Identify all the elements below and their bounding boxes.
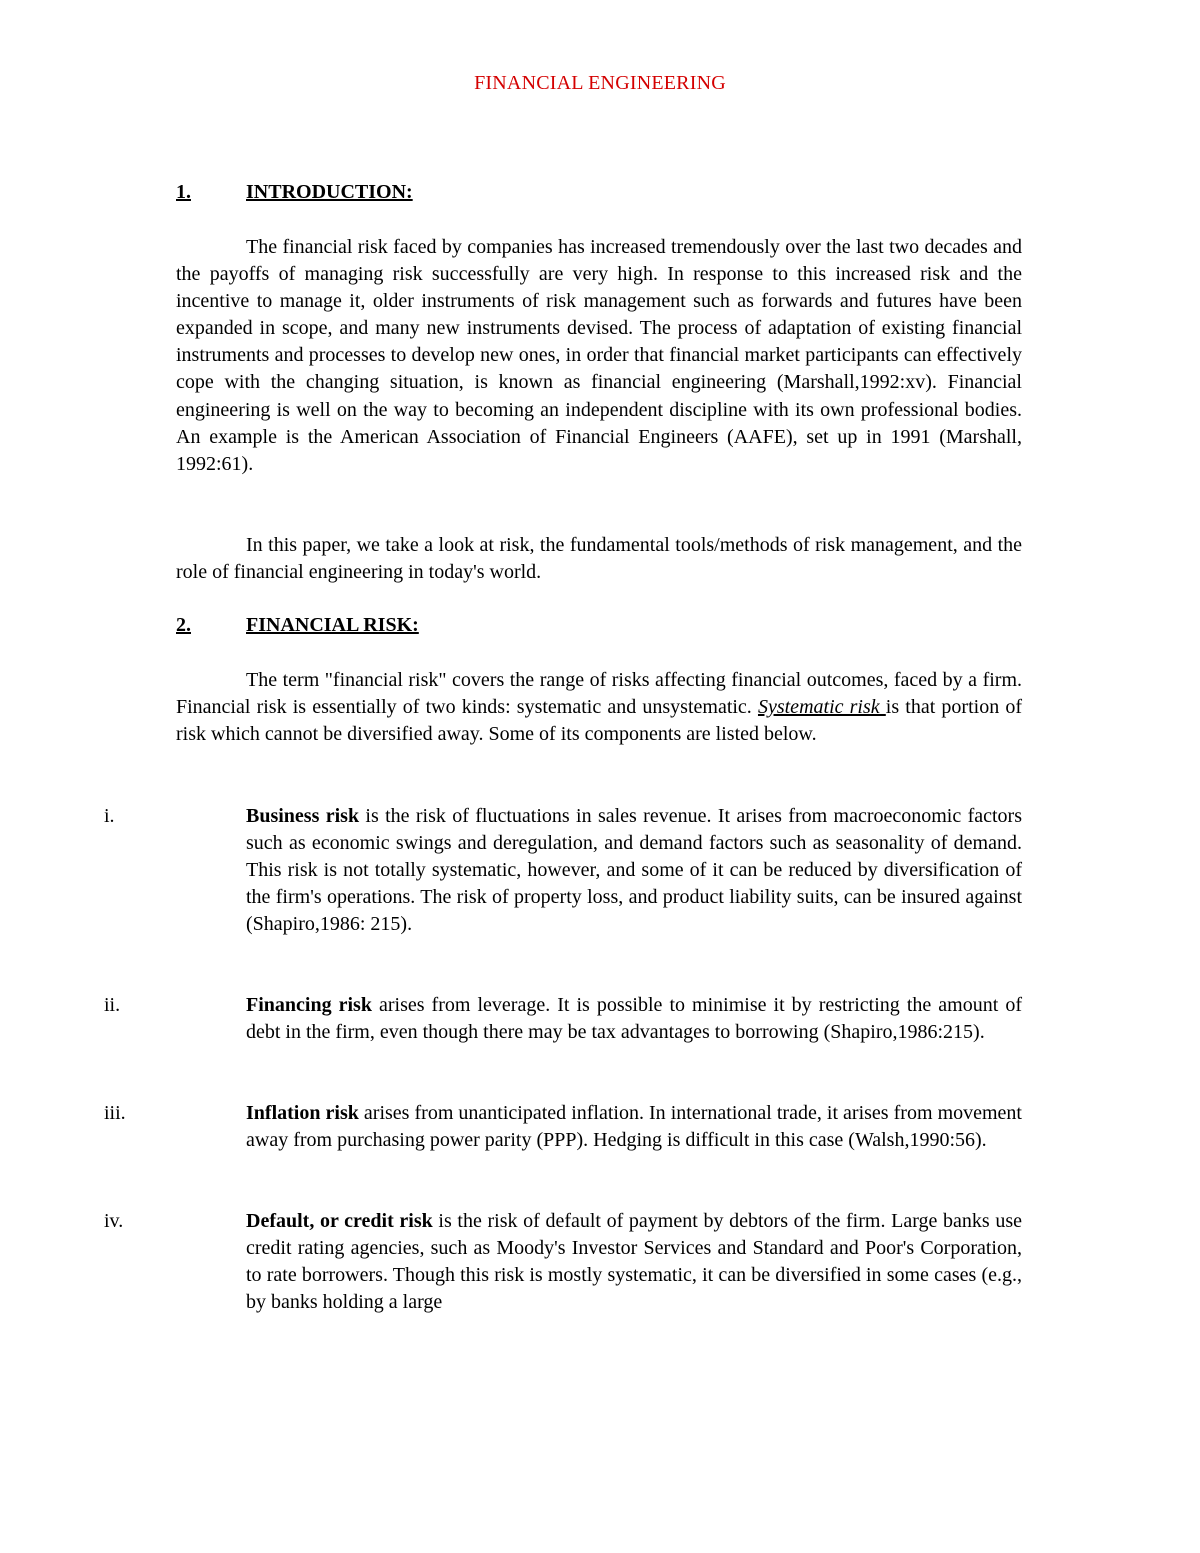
list-item-text: arises from unanticipated inflation. In international trade, it arises from movement away from purchasing power parity (PPP). Hedging is difficult in this case (Walsh,1990:56). (246, 1102, 1022, 1152)
paragraph-text: is that portion of risk which cannot be diversified away. Some of its components are listed below. (176, 696, 1023, 746)
list-item-text: is the risk of default of payment by debtors of the firm. Large banks use credit rating agencies, such as Moody's Investor Services and Standard and Poor's Corporation, to rate borrowers. Though this risk is mostly systematic, it can be diversified in some cases (e.g., by banks holding a large (246, 1210, 1022, 1314)
paragraph-text: The term "financial risk" covers the range of risks affecting financial outcomes, faced by a firm. Financial risk is essentially of two kinds: systematic and unsystematic. (176, 669, 1022, 719)
list-item-term: Financing risk (246, 994, 372, 1016)
list-item-number: iii. (104, 1102, 126, 1124)
section-title: FINANCIAL RISK: (246, 614, 419, 636)
list-item-text: is the risk of fluctuations in sales revenue. It arises from macroeconomic factors such as economic swings and deregulation, and demand factors such as seasonality of demand. This risk is not totally systematic, however, and some of it can be reduced by diversification of the firm's operations. The risk of property loss, and product liability suits, can be insured against (Shapiro,1986: 215). (246, 805, 1022, 936)
introduction-paragraph-1 (176, 234, 1022, 478)
list-item-term: Inflation risk (246, 1102, 359, 1124)
list-item-inflation-risk (246, 1100, 1022, 1154)
section-heading-financial-risk (176, 614, 419, 637)
section-number: 1. (176, 181, 191, 203)
list-item-text: arises from leverage. It is possible to minimise it by restricting the amount of debt in the firm, even though there may be tax advantages to borrowing (Shapiro,1986:215). (246, 994, 1022, 1044)
document-title: FINANCIAL ENGINEERING (474, 72, 726, 94)
list-item-business-risk (246, 803, 1022, 938)
section-title: INTRODUCTION: (246, 181, 413, 203)
paragraph-text: The financial risk faced by companies has increased tremendously over the last two decades and the payoffs of managing risk successfully are very high. In response to this increased risk and the incentive to manage it, older instruments of risk management such as forwards and futures have been expanded in scope, and many new instruments devised. The process of adaptation of existing financial instruments and processes to develop new ones, in order that financial market participants can effectively cope with the changing situation, is known as financial engineering (Marshall,1992:xv). Financial engineering is well on the way to becoming an independent discipline with its own professional bodies. An example is the American Association of Financial Engineers (AAFE), set up in 1991 (Marshall, 1992:61). (176, 236, 1022, 475)
list-item-term: Default, or credit risk (246, 1210, 433, 1232)
list-item-financing-risk (246, 992, 1022, 1046)
list-item-number: i. (104, 805, 115, 827)
section-heading-introduction (176, 181, 413, 204)
list-item-term: Business risk (246, 805, 360, 827)
systematic-risk-term: Systematic risk (757, 696, 886, 719)
paragraph-text: In this paper, we take a look at risk, the fundamental tools/methods of risk management, and the role of financial engineering in today's world. (176, 534, 1022, 584)
financial-risk-paragraph (176, 667, 1022, 748)
list-item-number: iv. (104, 1210, 124, 1232)
section-number: 2. (176, 614, 191, 636)
list-item-credit-risk (246, 1208, 1022, 1316)
introduction-paragraph-2 (176, 532, 1022, 586)
list-item-number: ii. (104, 994, 121, 1016)
